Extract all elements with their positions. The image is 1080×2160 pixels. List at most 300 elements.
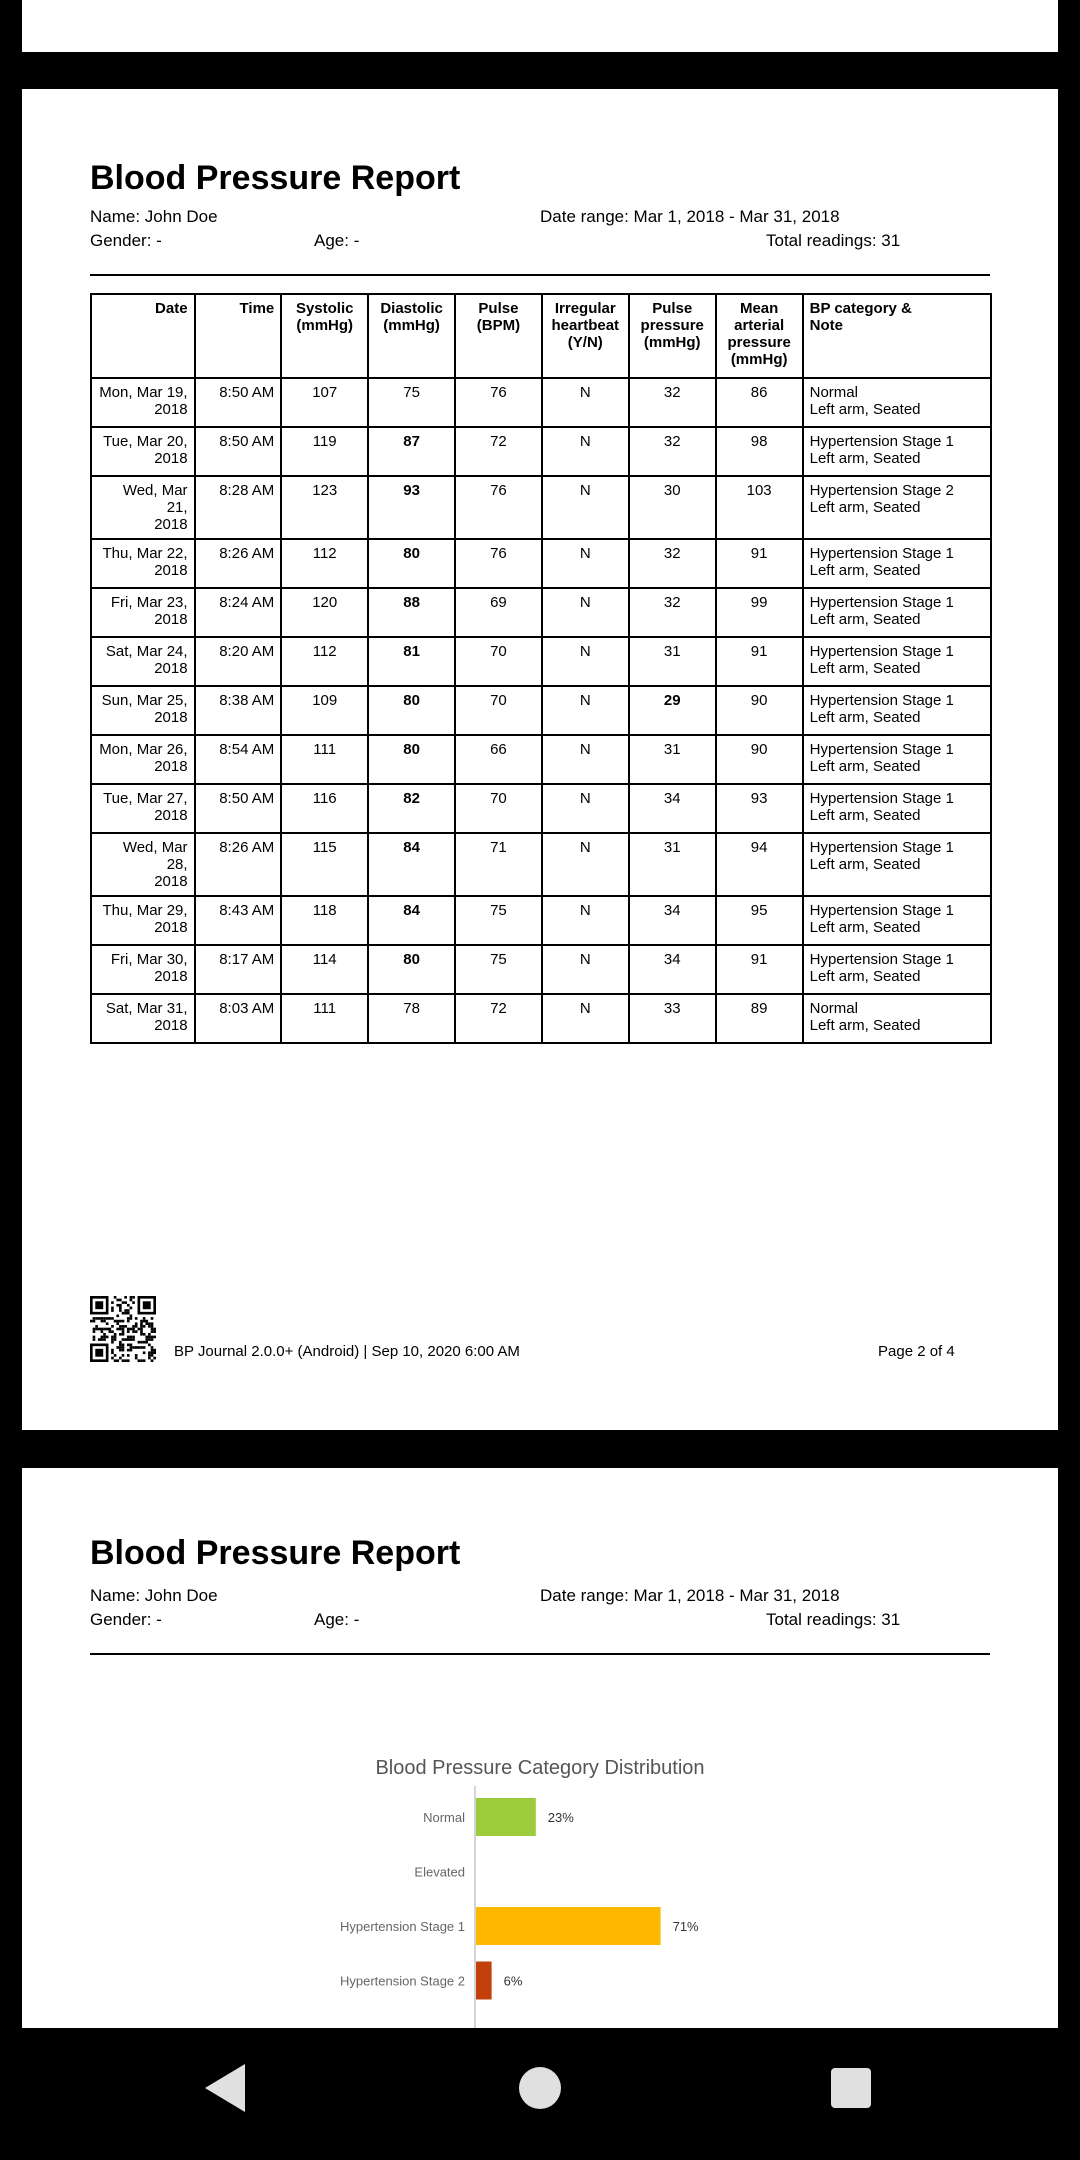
cell-text: 72 xyxy=(490,1000,507,1017)
table-cell xyxy=(368,784,455,833)
cell-text: 66 xyxy=(490,741,507,758)
report-page-2[interactable] xyxy=(22,89,1058,1430)
cell-text: Fri, Mar 23, xyxy=(110,594,188,611)
cell-text: 8:26 AM xyxy=(219,545,275,562)
cell-text: 82 xyxy=(403,790,420,807)
cell-text: 93 xyxy=(750,790,768,807)
cell-text: 120 xyxy=(312,594,338,611)
cell-text: N xyxy=(579,741,591,758)
patient-gender: Gender: - xyxy=(90,231,162,250)
cell-text: N xyxy=(579,790,591,807)
cell-text: N xyxy=(579,433,591,450)
cell-text: N xyxy=(579,1000,591,1017)
cell-text: 86 xyxy=(750,384,768,401)
table-header-cell xyxy=(455,294,542,378)
cell-text: Left arm, Seated xyxy=(809,660,921,677)
table-cell xyxy=(91,637,195,686)
table-cell xyxy=(803,896,991,945)
table-cell xyxy=(281,833,368,896)
table-cell xyxy=(281,427,368,476)
table-cell xyxy=(803,637,991,686)
header-line: (mmHg) xyxy=(383,317,440,334)
cell-text: 88 xyxy=(403,594,420,611)
cell-text: Left arm, Seated xyxy=(809,562,921,579)
cell-text: 32 xyxy=(663,433,681,450)
category-label: Hypertension Stage 1 xyxy=(339,1919,465,1934)
cell-text: Left arm, Seated xyxy=(809,968,921,985)
header-line: BP category & xyxy=(809,300,912,317)
category-distribution-chart xyxy=(22,1468,1058,2028)
table-cell xyxy=(629,637,716,686)
cell-text: 91 xyxy=(750,545,768,562)
cell-text: 2018 xyxy=(154,709,188,726)
bar xyxy=(476,1962,492,2000)
table-cell xyxy=(455,427,542,476)
table-cell xyxy=(542,896,629,945)
cell-text: 8:20 AM xyxy=(219,643,275,660)
cell-text: Tue, Mar 27, xyxy=(103,790,188,807)
table-cell xyxy=(716,378,803,427)
table-row xyxy=(91,896,991,945)
header-line: arterial xyxy=(734,317,785,334)
cell-text: 75 xyxy=(490,902,507,919)
table-cell xyxy=(803,427,991,476)
table-cell xyxy=(455,378,542,427)
category-label: Elevated xyxy=(414,1864,465,1880)
table-cell xyxy=(195,588,282,637)
cell-text: Sat, Mar 31, xyxy=(105,1000,188,1017)
cell-text: Hypertension Stage 2 xyxy=(809,482,954,499)
chart-title: Blood Pressure Category Distribution xyxy=(375,1757,705,1779)
report-title: Blood Pressure Report xyxy=(90,1534,461,1572)
header-line: pressure xyxy=(640,317,704,334)
cell-text: 72 xyxy=(490,433,507,450)
cell-text: 98 xyxy=(750,433,768,450)
patient-age: Age: - xyxy=(314,231,360,250)
table-cell xyxy=(803,539,991,588)
table-cell xyxy=(368,427,455,476)
cell-text: Sun, Mar 25, xyxy=(101,692,188,709)
table-cell xyxy=(91,784,195,833)
table-row xyxy=(91,588,991,637)
cell-text: Hypertension Stage 1 xyxy=(809,839,954,856)
cell-text: N xyxy=(579,545,591,562)
table-cell xyxy=(195,784,282,833)
table-cell xyxy=(281,784,368,833)
cell-text: Hypertension Stage 1 xyxy=(809,741,954,758)
cell-text: 2018 xyxy=(154,1017,188,1034)
home-circle-icon[interactable] xyxy=(500,2058,580,2118)
table-cell xyxy=(368,896,455,945)
table-cell xyxy=(716,588,803,637)
patient-name: Name: John Doe xyxy=(90,207,218,226)
table-cell xyxy=(716,735,803,784)
navigation-bar xyxy=(0,2028,1080,2160)
cell-text: 31 xyxy=(663,741,681,758)
total-readings: Total readings: 31 xyxy=(766,231,901,250)
table-cell xyxy=(281,735,368,784)
table-cell xyxy=(455,637,542,686)
table-header-row xyxy=(91,294,991,378)
cell-text: 2018 xyxy=(154,401,188,418)
cell-text: 8:50 AM xyxy=(219,433,275,450)
cell-text: 99 xyxy=(750,594,768,611)
cell-text: Normal xyxy=(809,384,858,401)
cell-text: N xyxy=(579,839,591,856)
cell-text: 8:38 AM xyxy=(219,692,275,709)
table-cell xyxy=(281,539,368,588)
table-cell xyxy=(455,945,542,994)
cell-text: 91 xyxy=(750,951,768,968)
table-row xyxy=(91,686,991,735)
header-line: Pulse xyxy=(652,300,693,317)
table-cell xyxy=(629,896,716,945)
table-cell xyxy=(803,994,991,1043)
cell-text: Wed, Mar 28, xyxy=(122,839,188,873)
table-cell xyxy=(368,378,455,427)
cell-text: Left arm, Seated xyxy=(809,919,921,936)
cell-text: 34 xyxy=(663,790,681,807)
cell-text: 8:28 AM xyxy=(219,482,275,499)
table-cell xyxy=(368,945,455,994)
table-cell xyxy=(716,945,803,994)
cell-text: 78 xyxy=(403,1000,420,1017)
table-cell xyxy=(195,833,282,896)
cell-text: 112 xyxy=(312,643,337,660)
date-range: Date range: Mar 1, 2018 - Mar 31, 2018 xyxy=(540,1586,840,1605)
category-label: Hypertension Stage 2 xyxy=(339,1973,465,1989)
cell-text: 34 xyxy=(663,951,681,968)
cell-text: 114 xyxy=(312,951,337,968)
cell-text: 2018 xyxy=(154,919,188,936)
total-readings: Total readings: 31 xyxy=(766,1610,901,1629)
table-cell xyxy=(195,994,282,1043)
cell-text: N xyxy=(579,384,591,401)
table-cell xyxy=(455,735,542,784)
footer-app-info: BP Journal 2.0.0+ (Android) | Sep 10, 2020 6:00 AM xyxy=(174,1343,520,1360)
cell-text: N xyxy=(579,482,591,499)
table-cell xyxy=(803,945,991,994)
table-header-cell xyxy=(716,294,803,378)
table-cell xyxy=(803,686,991,735)
cell-text: 119 xyxy=(312,433,337,450)
cell-text: 2018 xyxy=(154,660,188,677)
table-cell xyxy=(91,588,195,637)
table-row xyxy=(91,378,991,427)
cell-text: 80 xyxy=(403,545,420,562)
report-page-3[interactable] xyxy=(22,1468,1058,2028)
patient-name: Name: John Doe xyxy=(90,1586,218,1605)
qr-code-icon xyxy=(90,1296,156,1362)
table-cell xyxy=(91,945,195,994)
table-row xyxy=(91,476,991,539)
patient-age: Age: - xyxy=(314,1610,360,1629)
report-title: Blood Pressure Report xyxy=(90,159,461,197)
cell-text: 70 xyxy=(490,643,507,660)
table-cell xyxy=(281,378,368,427)
table-cell xyxy=(368,994,455,1043)
cell-text: Left arm, Seated xyxy=(809,807,921,824)
cell-text: Tue, Mar 20, xyxy=(103,433,188,450)
cell-text: Left arm, Seated xyxy=(809,401,921,418)
table-cell xyxy=(803,476,991,539)
cell-text: 8:03 AM xyxy=(219,1000,275,1017)
table-cell xyxy=(455,539,542,588)
header-line: Date xyxy=(155,300,188,317)
cell-text: 112 xyxy=(312,545,337,562)
cell-text: Hypertension Stage 1 xyxy=(809,433,954,450)
cell-text: Mon, Mar 19, xyxy=(99,384,188,401)
table-header-cell xyxy=(542,294,629,378)
cell-text: 87 xyxy=(403,433,420,450)
table-cell xyxy=(91,539,195,588)
cell-text: 116 xyxy=(312,790,337,807)
cell-text: 111 xyxy=(313,1000,337,1017)
table-row xyxy=(91,994,991,1043)
cell-text: Left arm, Seated xyxy=(809,611,921,628)
header-line: Diastolic xyxy=(380,300,443,317)
header-line: Pulse xyxy=(478,300,519,317)
table-cell xyxy=(542,735,629,784)
table-header-cell xyxy=(91,294,195,378)
cell-text: Hypertension Stage 1 xyxy=(809,902,954,919)
table-row xyxy=(91,945,991,994)
table-cell xyxy=(91,833,195,896)
cell-text: 32 xyxy=(663,384,681,401)
header-line: Time xyxy=(239,300,275,317)
cell-text: 118 xyxy=(312,902,337,919)
cell-text: 75 xyxy=(490,951,507,968)
cell-text: 103 xyxy=(746,482,772,499)
table-cell xyxy=(455,833,542,896)
table-row xyxy=(91,833,991,896)
cell-text: 80 xyxy=(403,692,420,709)
cell-text: 31 xyxy=(663,643,681,660)
table-cell xyxy=(91,686,195,735)
cell-text: Left arm, Seated xyxy=(809,1017,921,1034)
cell-text: 8:43 AM xyxy=(219,902,275,919)
table-cell xyxy=(455,476,542,539)
cell-text: Hypertension Stage 1 xyxy=(809,594,954,611)
table-cell xyxy=(629,833,716,896)
cell-text: Sat, Mar 24, xyxy=(105,643,188,660)
cell-text: Normal xyxy=(809,1000,858,1017)
cell-text: Left arm, Seated xyxy=(809,856,921,873)
table-cell xyxy=(281,686,368,735)
table-cell xyxy=(91,476,195,539)
table-header-cell xyxy=(803,294,991,378)
table-cell xyxy=(629,476,716,539)
table-cell xyxy=(195,686,282,735)
bar-value-label: 71% xyxy=(672,1919,699,1934)
cell-text: N xyxy=(579,692,591,709)
cell-text: 89 xyxy=(750,1000,768,1017)
cell-text: Fri, Mar 30, xyxy=(110,951,188,968)
header-line: pressure xyxy=(727,334,791,351)
cell-text: 115 xyxy=(312,839,337,856)
table-cell xyxy=(803,833,991,896)
header-line: Systolic xyxy=(295,300,354,317)
table-cell xyxy=(716,833,803,896)
table-cell xyxy=(91,994,195,1043)
table-cell xyxy=(803,784,991,833)
cell-text: 84 xyxy=(403,839,420,856)
table-row xyxy=(91,539,991,588)
table-cell xyxy=(91,378,195,427)
table-cell xyxy=(629,588,716,637)
table-cell xyxy=(281,945,368,994)
table-cell xyxy=(368,686,455,735)
cell-text: N xyxy=(579,643,591,660)
table-cell xyxy=(455,686,542,735)
table-cell xyxy=(629,735,716,784)
table-row xyxy=(91,735,991,784)
cell-text: 76 xyxy=(490,384,507,401)
cell-text: 84 xyxy=(403,902,420,919)
cell-text: 71 xyxy=(490,839,507,856)
bar xyxy=(476,1907,661,1945)
bar-value-label: 23% xyxy=(547,1810,574,1825)
recents-square-icon[interactable] xyxy=(811,2058,891,2118)
table-header-cell xyxy=(629,294,716,378)
table-cell xyxy=(542,833,629,896)
cell-text: N xyxy=(579,902,591,919)
table-cell xyxy=(91,427,195,476)
cell-text: 2018 xyxy=(154,807,188,824)
table-cell xyxy=(629,686,716,735)
cell-text: 2018 xyxy=(154,450,188,467)
cell-text: Left arm, Seated xyxy=(809,758,921,775)
cell-text: 2018 xyxy=(154,873,188,890)
table-cell xyxy=(716,637,803,686)
cell-text: 90 xyxy=(750,692,768,709)
table-cell xyxy=(368,637,455,686)
cell-text: 34 xyxy=(663,902,681,919)
table-cell xyxy=(542,427,629,476)
table-cell xyxy=(455,784,542,833)
cell-text: 8:26 AM xyxy=(219,839,275,856)
table-cell xyxy=(455,994,542,1043)
patient-gender: Gender: - xyxy=(90,1610,162,1629)
cell-text: 2018 xyxy=(154,611,188,628)
table-cell xyxy=(368,588,455,637)
table-cell xyxy=(542,378,629,427)
cell-text: Hypertension Stage 1 xyxy=(809,951,954,968)
cell-text: 80 xyxy=(403,951,420,968)
table-cell xyxy=(542,637,629,686)
table-cell xyxy=(629,784,716,833)
table-cell xyxy=(716,896,803,945)
table-cell xyxy=(803,378,991,427)
cell-text: 2018 xyxy=(154,758,188,775)
table-cell xyxy=(803,735,991,784)
table-cell xyxy=(716,427,803,476)
cell-text: 76 xyxy=(490,545,507,562)
cell-text: N xyxy=(579,951,591,968)
cell-text: 8:17 AM xyxy=(219,951,275,968)
table-cell xyxy=(629,378,716,427)
table-cell xyxy=(195,378,282,427)
table-cell xyxy=(542,588,629,637)
bar-value-label: 6% xyxy=(503,1973,523,1989)
cell-text: 2018 xyxy=(154,516,188,533)
table-cell xyxy=(542,784,629,833)
cell-text: Left arm, Seated xyxy=(809,499,921,516)
table-cell xyxy=(542,945,629,994)
table-cell xyxy=(368,476,455,539)
cell-text: Wed, Mar 21, xyxy=(122,482,188,516)
cell-text: 70 xyxy=(490,790,507,807)
header-line: (Y/N) xyxy=(567,334,603,351)
cell-text: 8:50 AM xyxy=(219,790,275,807)
table-cell xyxy=(195,896,282,945)
table-cell xyxy=(281,637,368,686)
cell-text: 90 xyxy=(750,741,768,758)
header-line: (mmHg) xyxy=(296,317,354,334)
header-line: (mmHg) xyxy=(643,334,701,351)
table-cell xyxy=(281,994,368,1043)
header-line: Mean xyxy=(739,300,779,317)
cell-text: Hypertension Stage 1 xyxy=(809,790,954,807)
cell-text: 111 xyxy=(313,741,337,758)
table-row xyxy=(91,637,991,686)
cell-text: 80 xyxy=(403,741,420,758)
header-line: heartbeat xyxy=(551,317,620,334)
table-header-cell xyxy=(281,294,368,378)
table-header-cell xyxy=(368,294,455,378)
cell-text: 8:24 AM xyxy=(219,594,275,611)
cell-text: 32 xyxy=(663,594,681,611)
cell-text: Hypertension Stage 1 xyxy=(809,545,954,562)
table-cell xyxy=(368,539,455,588)
table-cell xyxy=(542,994,629,1043)
bar xyxy=(476,1798,536,1836)
table-cell xyxy=(195,945,282,994)
footer-page-number: Page 2 of 4 xyxy=(878,1343,955,1360)
table-cell xyxy=(368,833,455,896)
table-cell xyxy=(195,476,282,539)
table-cell xyxy=(542,686,629,735)
table-cell xyxy=(542,539,629,588)
cell-text: Left arm, Seated xyxy=(809,450,921,467)
table-cell xyxy=(281,896,368,945)
table-cell xyxy=(629,427,716,476)
cell-text: 69 xyxy=(490,594,507,611)
table-cell xyxy=(281,476,368,539)
table-cell xyxy=(368,735,455,784)
cell-text: 8:50 AM xyxy=(219,384,275,401)
cell-text: Thu, Mar 29, xyxy=(102,902,188,919)
cell-text: 8:54 AM xyxy=(219,741,275,758)
cell-text: 31 xyxy=(663,839,681,856)
table-cell xyxy=(195,539,282,588)
cell-text: 107 xyxy=(312,384,338,401)
table-cell xyxy=(281,588,368,637)
date-range: Date range: Mar 1, 2018 - Mar 31, 2018 xyxy=(540,207,840,226)
table-row xyxy=(91,427,991,476)
cell-text: 75 xyxy=(403,384,420,401)
back-triangle-icon[interactable] xyxy=(187,2058,267,2118)
cell-text: 33 xyxy=(663,1000,681,1017)
table-cell xyxy=(195,735,282,784)
cell-text: 70 xyxy=(490,692,507,709)
cell-text: 94 xyxy=(750,839,768,856)
cell-text: Hypertension Stage 1 xyxy=(809,692,954,709)
table-cell xyxy=(803,588,991,637)
cell-text: 91 xyxy=(750,643,768,660)
cell-text: 2018 xyxy=(154,562,188,579)
cell-text: 109 xyxy=(312,692,338,709)
